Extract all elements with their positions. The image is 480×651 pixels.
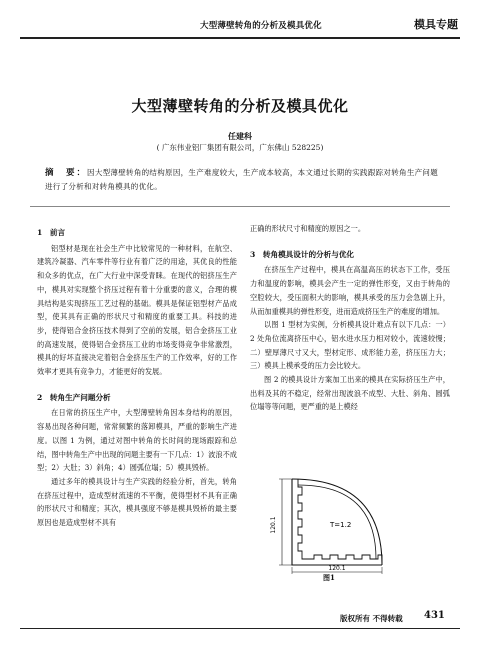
section-heading: 3 转角模具设计的分析与优化 (250, 249, 355, 259)
article-title: 大型薄壁转角的分析及模具优化 (131, 97, 349, 115)
abstract-label: 摘 要： (45, 168, 88, 178)
section-heading: 1 前言 (37, 228, 66, 237)
dim-label-horizontal: 120.1 (328, 565, 346, 572)
author: 任建科 (228, 131, 252, 141)
dim-label-vertical: 120.1 (270, 516, 277, 534)
right-column (250, 222, 450, 414)
footer-rule (20, 628, 460, 629)
section-heading: 2 转角生产问题分析 (37, 392, 111, 402)
paragraph: 在挤压生产过程中，模具在高温高压的状态下工作，受压力和温度的影响，模具会产生一定的弹性形变，又由于转角的空腔较大，受压面积大的影响，模具承受的压力会急剧上升，从而加重模具的弹性形变，进而造成挤压生产的难度的增加。 (250, 265, 450, 316)
left-column (37, 222, 237, 530)
abstract-text: 因大型薄壁转角的结构原因，生产难度较大，生产成本较高，本文通过长期的实践跟踪对转角生产问题进行了分析和对转角模具的优化。 (45, 168, 439, 191)
page-number: 431 (424, 610, 445, 621)
abstract (45, 166, 445, 193)
header-rule (20, 37, 460, 39)
paragraph: 铝型材是现在社会生产中比较常见的一种材料，在航空、建筑冷凝器、汽车零件等行业有着广泛的用途，其优良的性能和众多的优点，在广大行业中深受青睐。在现代的铝挤压生产中，模具对实现整个挤压过程有着十分重要的意义，合理的模具结构是实现挤压工艺过程的基础。模具是保证铝型材产品成型，使其具有正确的形状尺寸和精度的重要工具。科技的进步，使得铝合金挤压技术得到了空前的发展，铝合金挤压工业的高速发展，使得铝合金挤压工业的市场变得竞争非常激烈，模具的好坏直接决定着铝合金挤压生产的工作效率，好的工作效率才更具有竞争力，才能更好的发展。 (37, 243, 237, 377)
paragraph: 在日常的挤压生产中，大型薄壁转角因本身结构的原因，容易出现各种问题，常常频繁的落卸模具，严重的影响生产进度。以图 1 为例，通过对图中转角的长时间的现场跟踪和总结，图中转角生产中出现的问题主要有一下几点：1）波浪不成型；2）大肚；3）斜角；4）圆弧位塌；5）模具毁桥。 (37, 408, 237, 473)
paragraph: 通过多年的模具设计与生产实践的经验分析，首先，转角在挤压过程中，造成型材流速的不平衡，使得型材不具有正确的形状尺寸和精度；其次，模具强度不够是模具毁桥的最主要原因也是造成型材不具有 (37, 476, 237, 528)
affiliation: ( 广东伟业铝厂集团有限公司，广东佛山 528225) (156, 143, 324, 152)
abstract-divider (30, 206, 450, 207)
footer-rights: 版权所有 不得转载 (340, 614, 403, 623)
paragraph: 正确的形状尺寸和精度的原因之一。 (250, 224, 366, 233)
figure-1-drawing (262, 475, 442, 575)
profile-wave-vertical (298, 479, 306, 559)
figure-caption: 图1 (323, 573, 335, 582)
thickness-label: T=1.2 (330, 521, 352, 529)
running-title: 大型薄壁转角的分析及模具优化 (200, 21, 322, 31)
page-header (0, 0, 480, 40)
section-label: 模具专题 (414, 18, 458, 31)
paragraph: 以图 1 型材为实例，分析模具设计难点有以下几点：一）2 处角位流离挤压中心，铝水进水压力相对较小，流速较慢；二）壁厚薄尺寸又大，型材定形、成形能力差，挤压压力大；三）模具上模承受的压力会比较大。 (250, 320, 450, 371)
profile-wave-horizontal (306, 555, 382, 565)
paragraph: 图 2 的模具设计方案加工出来的模具在实际挤压生产中，出料及其的不稳定，经常出现波浪不成型、大肚、斜角、圆弧位塌等等问题，更严重的是上模经 (250, 375, 450, 412)
